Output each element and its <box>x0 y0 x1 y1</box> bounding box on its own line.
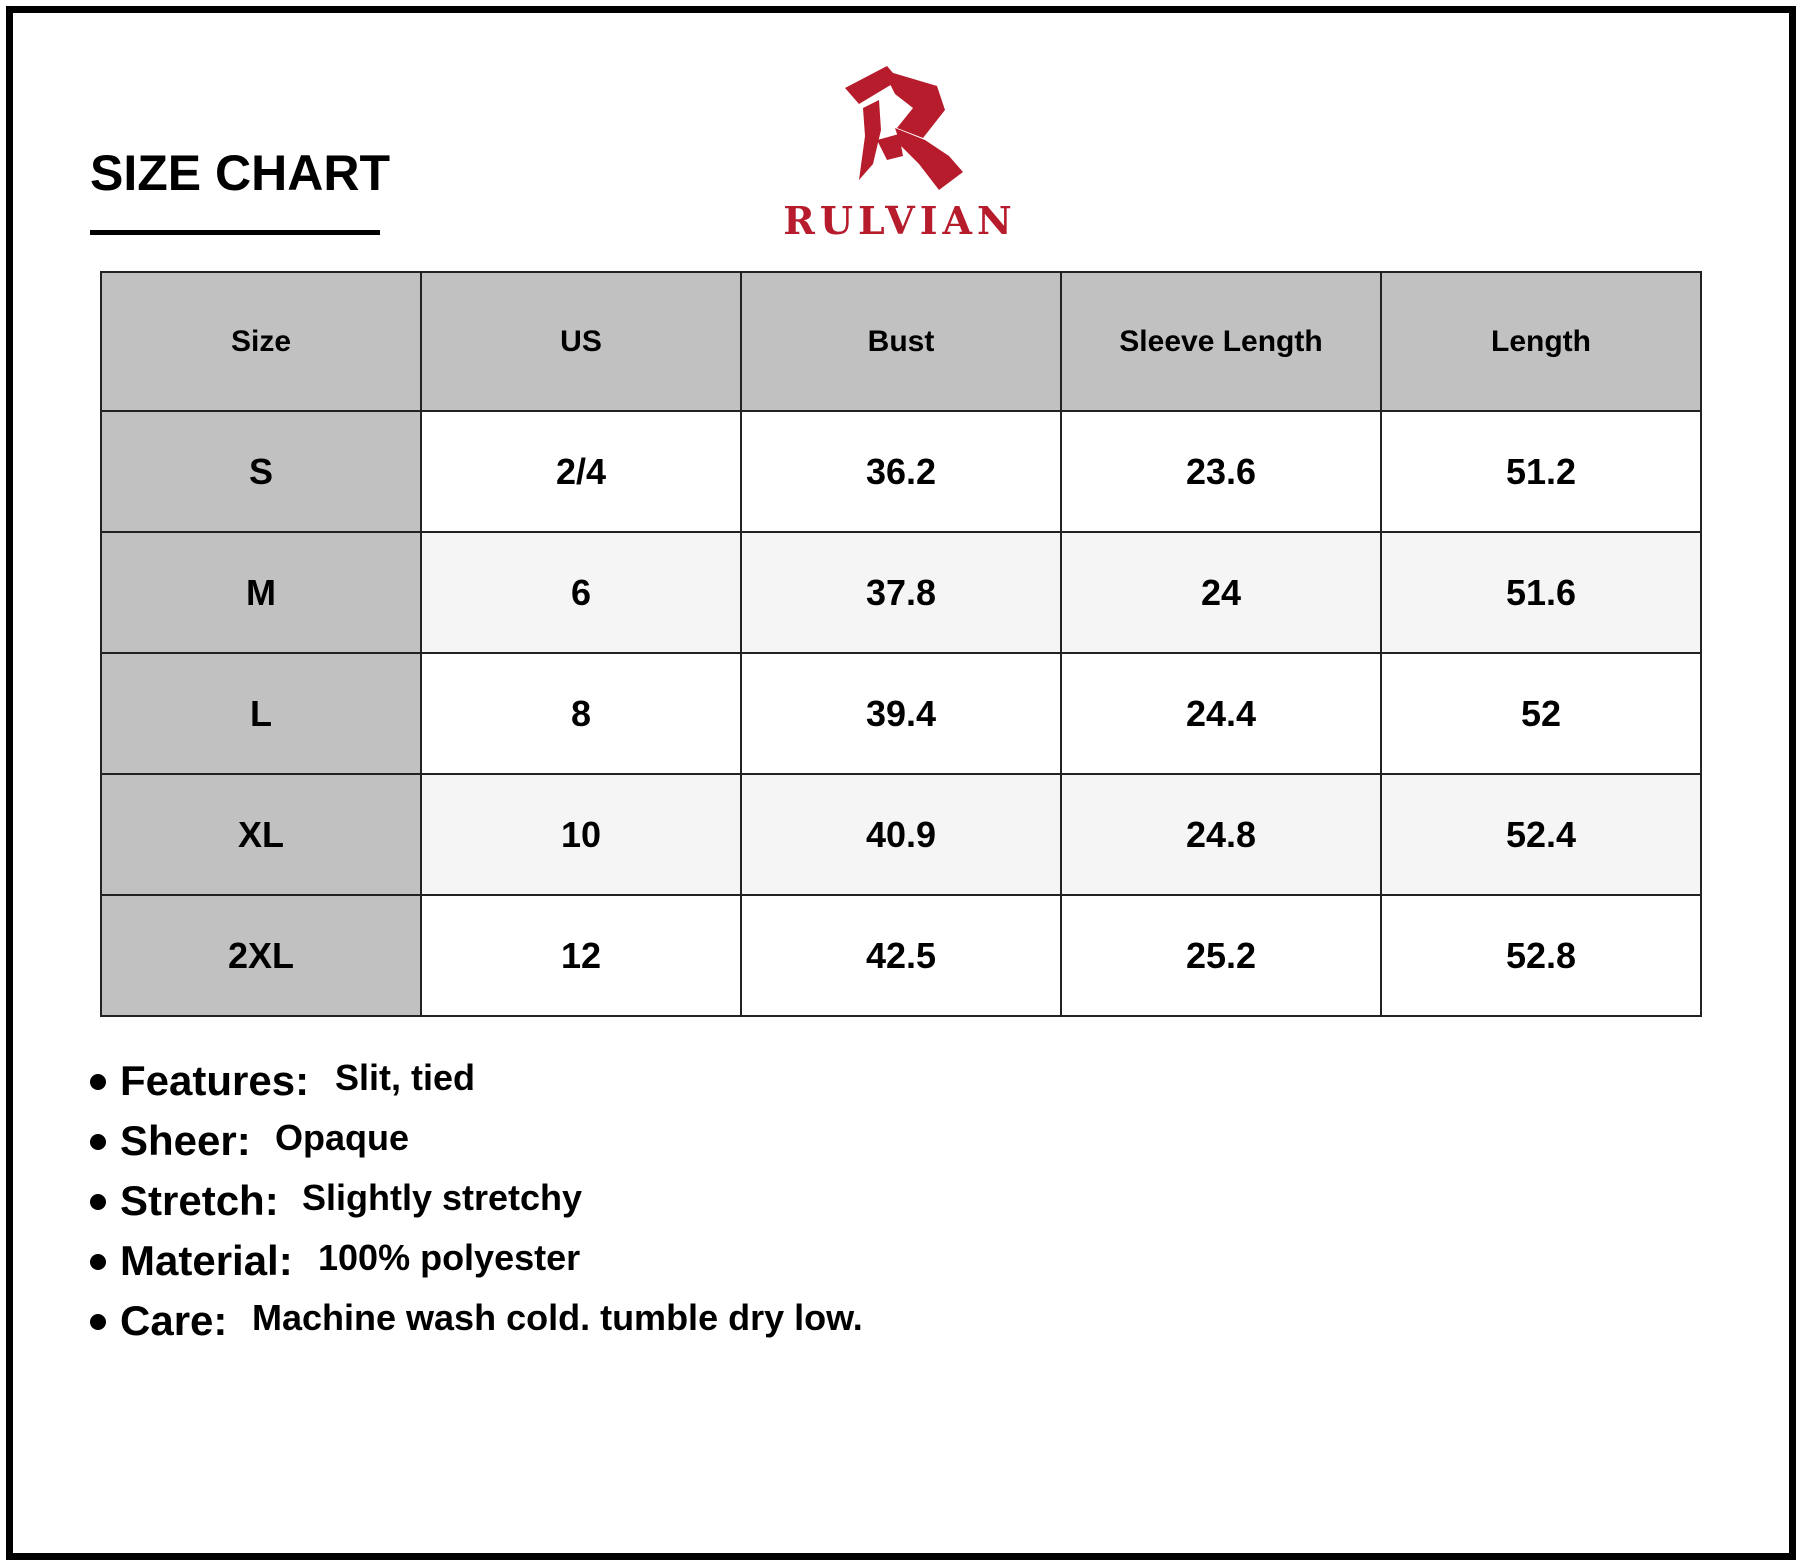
bullet-icon <box>90 1254 106 1270</box>
us-cell: 8 <box>421 653 741 774</box>
feature-value: 100% polyester <box>318 1237 581 1278</box>
size-table <box>100 271 1702 1017</box>
title-underline <box>90 230 380 235</box>
size-cell: M <box>101 532 421 653</box>
bust-cell: 36.2 <box>741 411 1061 532</box>
feature-value: Slit, tied <box>335 1057 476 1098</box>
table-row <box>101 653 1701 774</box>
feature-value: Slightly stretchy <box>302 1177 583 1218</box>
length-cell: 52.8 <box>1381 895 1701 1016</box>
bullet-icon <box>90 1314 106 1330</box>
us-cell: 12 <box>421 895 741 1016</box>
length-cell: 51.6 <box>1381 532 1701 653</box>
table-header-row <box>101 272 1701 411</box>
feature-label: Care: <box>120 1297 228 1344</box>
column-header-length: Length <box>1381 272 1701 411</box>
bullet-icon <box>90 1194 106 1210</box>
bust-cell: 40.9 <box>741 774 1061 895</box>
brand-logo <box>780 60 1030 250</box>
bullet-icon <box>90 1074 106 1090</box>
length-cell: 51.2 <box>1381 411 1701 532</box>
sleeve-length-cell: 24 <box>1061 532 1381 653</box>
page-title: SIZE CHART <box>90 145 390 201</box>
table-row <box>101 774 1701 895</box>
length-cell: 52.4 <box>1381 774 1701 895</box>
table-row <box>101 411 1701 532</box>
sleeve-length-cell: 24.8 <box>1061 774 1381 895</box>
sleeve-length-cell: 23.6 <box>1061 411 1381 532</box>
length-cell: 52 <box>1381 653 1701 774</box>
column-header-bust: Bust <box>741 272 1061 411</box>
us-cell: 2/4 <box>421 411 741 532</box>
bust-cell: 42.5 <box>741 895 1061 1016</box>
feature-value: Opaque <box>275 1117 410 1158</box>
us-cell: 6 <box>421 532 741 653</box>
column-header-size: Size <box>101 272 421 411</box>
size-cell: L <box>101 653 421 774</box>
size-cell: XL <box>101 774 421 895</box>
feature-value: Machine wash cold. tumble dry low. <box>252 1297 863 1338</box>
brand-name: RULVIAN <box>783 198 1017 243</box>
column-header-us: US <box>421 272 741 411</box>
sleeve-length-cell: 24.4 <box>1061 653 1381 774</box>
bullet-icon <box>90 1134 106 1150</box>
size-cell: 2XL <box>101 895 421 1016</box>
column-header-sleeve-length: Sleeve Length <box>1061 272 1381 411</box>
size-cell: S <box>101 411 421 532</box>
rulvian-r-logo-icon <box>825 60 985 200</box>
feature-label: Material: <box>120 1237 293 1284</box>
feature-label: Sheer: <box>120 1117 251 1164</box>
bust-cell: 37.8 <box>741 532 1061 653</box>
table-row <box>101 895 1701 1016</box>
table-row <box>101 532 1701 653</box>
feature-label: Features: <box>120 1057 310 1104</box>
bust-cell: 39.4 <box>741 653 1061 774</box>
feature-label: Stretch: <box>120 1177 279 1224</box>
sleeve-length-cell: 25.2 <box>1061 895 1381 1016</box>
us-cell: 10 <box>421 774 741 895</box>
